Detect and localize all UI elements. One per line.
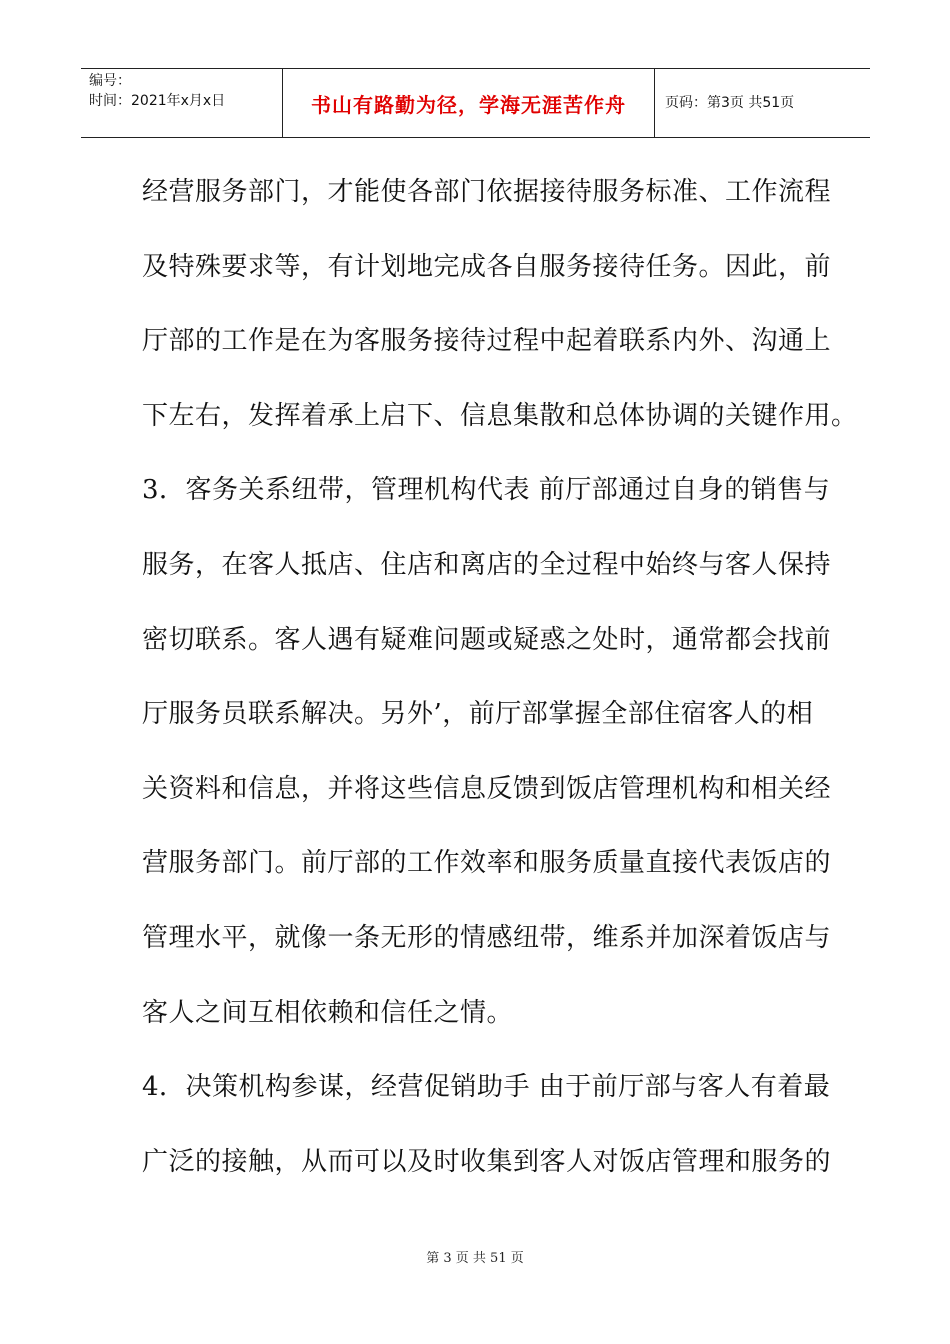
header-meta-cell — [81, 69, 282, 137]
page-header — [81, 68, 870, 138]
body-line: 营服务部门。前厅部的工作效率和服务质量直接代表饭店的 — [142, 848, 832, 879]
header-page-info: 页码：第3页 共51页 — [665, 95, 795, 111]
body-line: 服务，在客人抵店、住店和离店的全过程中始终与客人保持 — [142, 549, 832, 580]
body-line: 及特殊要求等，有计划地完成各自服务接待任务。因此，前 — [142, 251, 832, 282]
body-line: 经营服务部门，才能使各部门依据接待服务标准、工作流程 — [142, 177, 832, 207]
body-line: 密切联系。客人遇有疑难问题或疑惑之处时，通常都会找前 — [142, 624, 832, 655]
document-number-label: 编号： — [89, 73, 131, 89]
body-line: 厅部的工作是在为客服务接待过程中起着联系内外、沟通上 — [142, 326, 832, 357]
header-page-cell — [655, 69, 870, 137]
header-motto: 书山有路勤为径，学海无涯苦作舟 — [311, 93, 626, 117]
header-motto-cell — [282, 69, 655, 137]
body-line: 下左右，发挥着承上启下、信息集散和总体协调的关键作用。 — [142, 400, 858, 431]
body-line: 4．决策机构参谋，经营促销助手 由于前厅部与客人有着最 — [142, 1072, 831, 1103]
body-line: 3．客务关系纽带，管理机构代表 前厅部通过自身的销售与 — [142, 475, 831, 506]
document-body — [142, 162, 858, 1206]
body-line: 厅服务员联系解决。另外’，前厅部掌握全部住宿客人的相 — [142, 699, 814, 730]
body-line: 广泛的接触，从而可以及时收集到客人对饭店管理和服务的 — [142, 1146, 832, 1177]
body-line: 客人之间互相依赖和信任之情。 — [142, 997, 514, 1028]
document-date-label: 时间：2021年x月x日 — [89, 93, 226, 109]
page-footer: 第 3 页 共 51 页 — [426, 1251, 524, 1266]
body-line: 管理水平，就像一条无形的情感纽带，维系并加深着饭店与 — [142, 922, 832, 953]
body-line: 关资料和信息，并将这些信息反馈到饭店管理机构和相关经 — [142, 773, 832, 804]
